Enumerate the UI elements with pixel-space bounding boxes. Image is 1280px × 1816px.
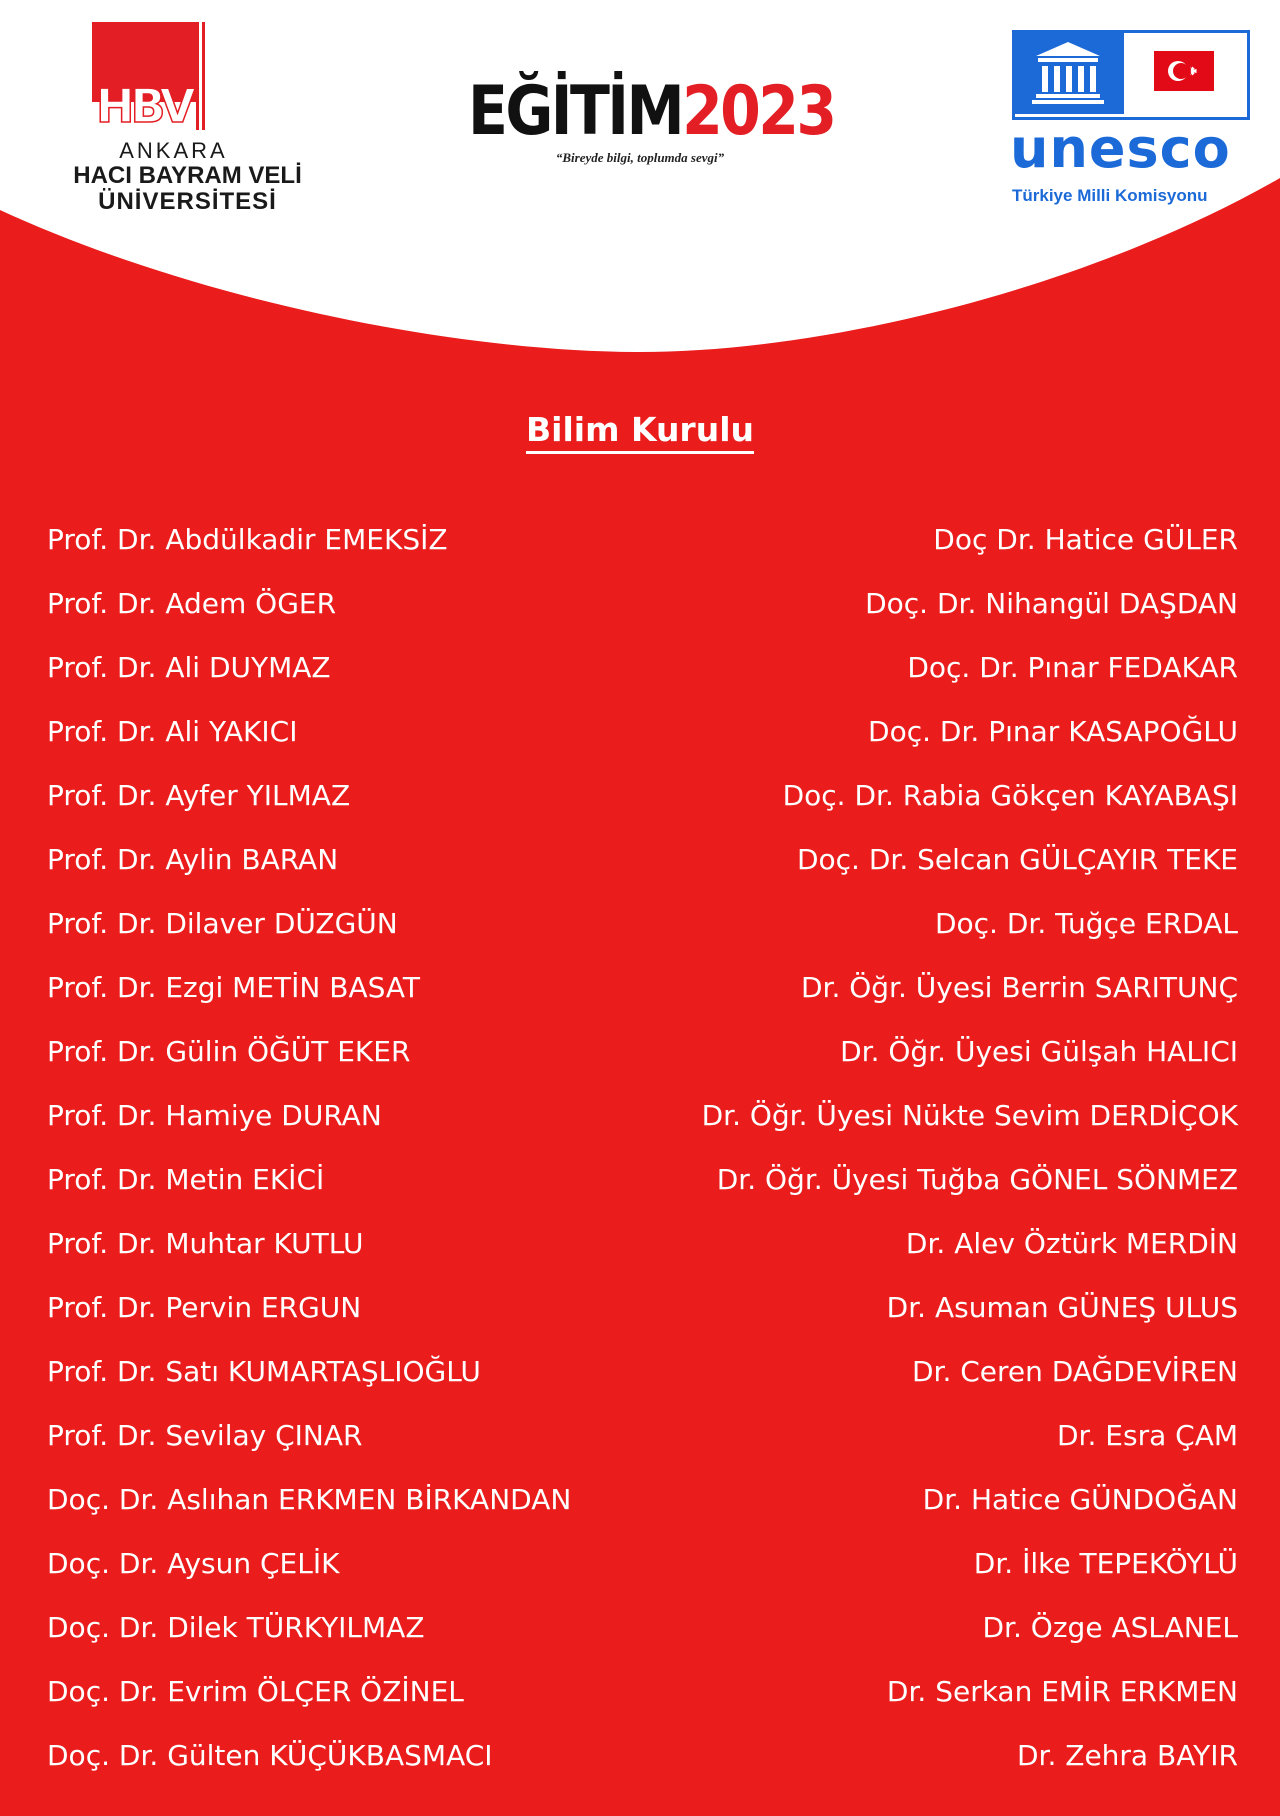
member-name: Dr. Öğr. Üyesi Berrin SARITUNÇ bbox=[800, 971, 1238, 1004]
member-name: Doç. Dr. Gülten KÜÇÜKBASMACI bbox=[47, 1739, 493, 1772]
member-name: Prof. Dr. Dilaver DÜZGÜN bbox=[47, 907, 398, 940]
member-name: Doç. Dr. Rabia Gökçen KAYABAŞI bbox=[782, 779, 1238, 812]
member-name: Prof. Dr. Abdülkadir EMEKSİZ bbox=[47, 523, 448, 556]
member-name: Prof. Dr. Gülin ÖĞÜT EKER bbox=[47, 1035, 411, 1068]
member-name: Prof. Dr. Metin EKİCİ bbox=[47, 1163, 325, 1196]
member-name: Dr. Alev Öztürk MERDİN bbox=[905, 1227, 1238, 1260]
member-name: Prof. Dr. Pervin ERGUN bbox=[47, 1291, 362, 1324]
egitim-2023-logo bbox=[440, 72, 840, 188]
page-title-text: Bilim Kurulu bbox=[526, 410, 754, 454]
member-name: Doç Dr. Hatice GÜLER bbox=[933, 523, 1238, 556]
member-name: Doç. Dr. Tuğçe ERDAL bbox=[934, 907, 1238, 940]
member-name: Doç. Dr. Evrim ÖLÇER ÖZİNEL bbox=[47, 1675, 464, 1708]
member-name: Doç. Dr. Aysun ÇELİK bbox=[47, 1547, 340, 1580]
member-name: Dr. Hatice GÜNDOĞAN bbox=[922, 1483, 1238, 1516]
member-name: Prof. Dr. Satı KUMARTAŞLIOĞLU bbox=[47, 1355, 481, 1388]
hbv-mark-icon bbox=[92, 22, 207, 130]
member-name: Prof. Dr. Hamiye DURAN bbox=[47, 1099, 382, 1132]
unesco-logo bbox=[1012, 30, 1252, 220]
member-name: Doç. Dr. Selcan GÜLÇAYIR TEKE bbox=[796, 843, 1238, 876]
member-name: Dr. Ceren DAĞDEVİREN bbox=[911, 1355, 1238, 1388]
member-name: Doç. Dr. Pınar FEDAKAR bbox=[907, 651, 1238, 684]
right-member-list bbox=[598, 518, 1238, 1798]
member-name: Dr. Esra ÇAM bbox=[1056, 1419, 1238, 1452]
hbv-logo-line3: ÜNİVERSİTESİ bbox=[98, 188, 277, 215]
member-name: Dr. Zehra BAYIR bbox=[1016, 1739, 1238, 1772]
egitim-logo-word: EĞİTİM bbox=[468, 72, 683, 151]
member-name: Doç. Dr. Aslıhan ERKMEN BİRKANDAN bbox=[47, 1483, 572, 1516]
member-name: Dr. İlke TEPEKÖYLÜ bbox=[973, 1547, 1238, 1580]
member-name: Prof. Dr. Muhtar KUTLU bbox=[47, 1227, 364, 1260]
unesco-wordmark: unesco bbox=[1010, 117, 1231, 180]
turkish-flag-icon bbox=[1154, 51, 1214, 91]
member-name: Doç. Dr. Dilek TÜRKYILMAZ bbox=[47, 1611, 425, 1644]
member-name: Prof. Dr. Ali DUYMAZ bbox=[47, 651, 331, 684]
member-name: Prof. Dr. Sevilay ÇINAR bbox=[47, 1419, 363, 1452]
egitim-logo-slogan: “Bireyde bilgi, toplumda sevgi” bbox=[555, 150, 725, 165]
left-member-list bbox=[47, 518, 687, 1798]
member-name: Prof. Dr. Ayfer YILMAZ bbox=[47, 779, 351, 812]
egitim-logo-year: 2023 bbox=[682, 72, 835, 151]
member-name: Dr. Özge ASLANEL bbox=[982, 1611, 1238, 1644]
member-name: Dr. Öğr. Üyesi Tuğba GÖNEL SÖNMEZ bbox=[716, 1163, 1238, 1196]
member-name: Prof. Dr. Aylin BARAN bbox=[47, 843, 339, 876]
hbv-logo-line1: ANKARA bbox=[119, 138, 228, 163]
hbv-logo-line2: HACI BAYRAM VELİ bbox=[73, 162, 302, 189]
member-name: Dr. Asuman GÜNEŞ ULUS bbox=[886, 1291, 1238, 1324]
member-name: Dr. Öğr. Üyesi Gülşah HALICI bbox=[840, 1035, 1238, 1068]
unesco-temple-icon bbox=[1012, 30, 1124, 114]
page-title bbox=[0, 410, 1280, 449]
member-name: Doç. Dr. Nihangül DAŞDAN bbox=[865, 587, 1238, 620]
svg-text:HBV: HBV bbox=[96, 79, 192, 130]
member-name: Dr. Öğr. Üyesi Nükte Sevim DERDİÇOK bbox=[701, 1099, 1238, 1132]
member-name: Prof. Dr. Ali YAKICI bbox=[47, 715, 298, 748]
member-name: Dr. Serkan EMİR ERKMEN bbox=[886, 1675, 1238, 1708]
hbv-university-logo bbox=[73, 22, 302, 222]
member-name: Doç. Dr. Pınar KASAPOĞLU bbox=[868, 715, 1238, 748]
unesco-subtitle: Türkiye Milli Komisyonu bbox=[1012, 186, 1208, 205]
egitim-logo-title bbox=[468, 72, 835, 151]
member-name: Prof. Dr. Adem ÖGER bbox=[47, 587, 337, 620]
member-name: Prof. Dr. Ezgi METİN BASAT bbox=[47, 971, 420, 1004]
